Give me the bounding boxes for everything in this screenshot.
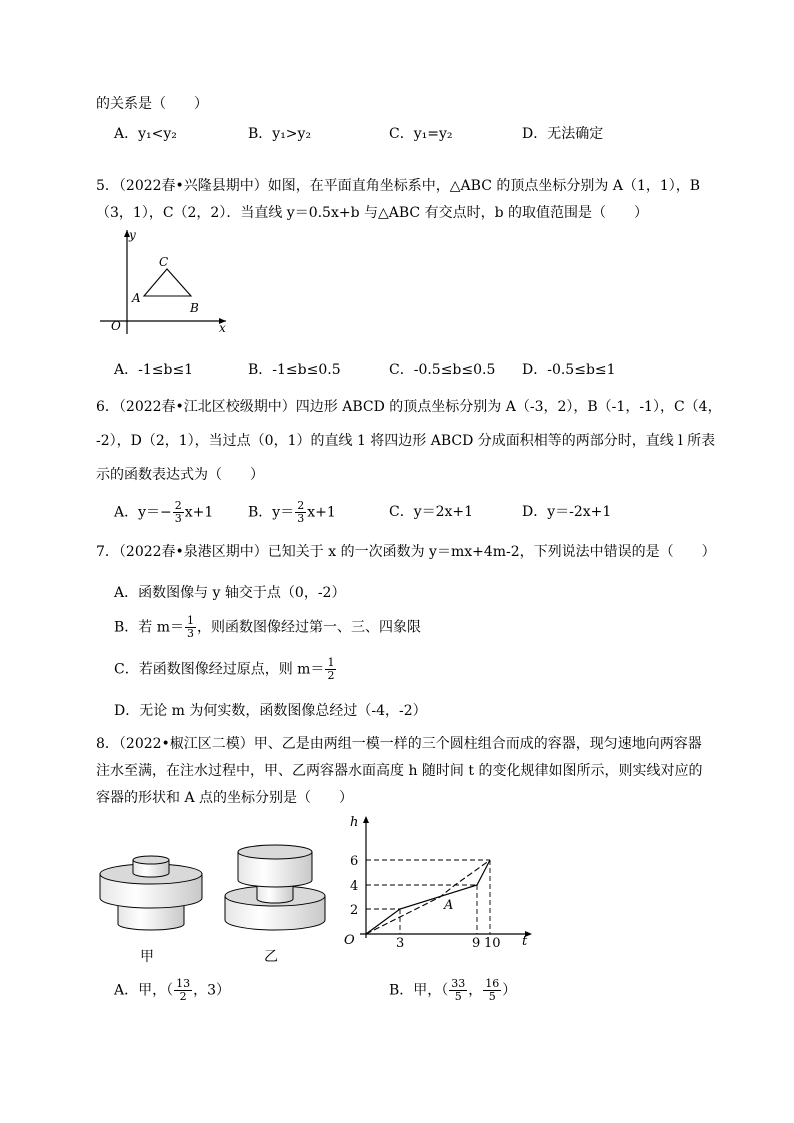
water-height-graph — [340, 812, 538, 948]
tick-h2: 2 — [350, 903, 359, 918]
q8-stem-line2: 注水至满，在注水过程中，甲、乙两容器水面高度 h 随时间 t 的变化规律如图所示，则实线对应的 — [96, 763, 703, 779]
q8-stem-line1: 8．（2022•椒江区二模）甲、乙是由两组一模一样的三个圆柱组合而成的容器，现匀速地向两容器 — [96, 736, 702, 752]
container-jia-label: 甲 — [140, 949, 154, 965]
q4-option-c: C．y₁=y₂ — [389, 126, 453, 142]
triangle-abc — [144, 269, 191, 296]
q5-stem-line2: （3，1），C（2，2）．当直线 y＝0.5x+b 与△ABC 有交点时，b 的取值范围是（ ） — [96, 205, 649, 221]
q6-stem-line3: 示的函数表达式为（ ） — [96, 467, 264, 483]
x-axis-label: x — [219, 321, 226, 335]
q4-option-a: A．y₁<y₂ — [114, 126, 177, 142]
q7-option-b: B．若 m＝ $\frac{1}{3}$ ，则函数图像经过第一、三、四象限 — [114, 614, 422, 640]
q5-option-d: D．-0.5≤b≤1 — [522, 362, 616, 378]
q6-stem-line2: -2），D（2，1），当过点（0，1）的直线 1 将四边形 ABCD 分成面积相等的两部分时，直线 l 所表 — [96, 433, 716, 449]
point-a-label: A — [444, 898, 454, 913]
q6-stem-line1: 6．（2022春•江北区校级期中）四边形 ABCD 的顶点坐标分别为 A（-3，2），B（-1，-1），C（4， — [96, 399, 722, 415]
q5-option-a: A．-1≤b≤1 — [114, 362, 194, 378]
q8-stem-line3: 容器的形状和 A 点的坐标分别是（ ） — [96, 790, 354, 806]
h-axis-arrow — [363, 816, 369, 823]
q5-option-c: C．-0.5≤b≤0.5 — [389, 362, 496, 378]
q6-option-b: B．y＝ $\frac{2}{3}$ x+1 — [248, 499, 336, 525]
tick-t3: 3 — [396, 936, 405, 948]
q7-stem: 7．（2022春•泉港区期中）已知关于 x 的一次函数为 y＝mx+4m-2，下列说法中错误的是（ ） — [96, 544, 716, 560]
tick-t9: 9 — [472, 936, 481, 948]
q7-option-d: D．无论 m 为何实数，函数图像总经过（-4，-2） — [114, 703, 427, 719]
q5-stem-line1: 5．（2022春•兴隆县期中）如图，在平面直角坐标系中，△ABC 的顶点坐标分别为 A（1，1），B — [96, 178, 701, 194]
tick-h6: 6 — [350, 854, 359, 869]
y-axis-label: y — [129, 228, 136, 242]
t-axis-label: t — [522, 934, 528, 948]
origin-label: O — [344, 933, 355, 948]
q7-option-c: C．若函数图像经过原点，则 m＝ $\frac{1}{2}$ — [114, 656, 335, 682]
container-yi-label: 乙 — [264, 949, 278, 965]
dashed-line — [366, 860, 490, 934]
q5-triangle-figure — [96, 224, 246, 339]
point-a-label: A — [132, 291, 141, 305]
q4-option-d: D．无法确定 — [522, 126, 604, 142]
q8-option-b: B．甲，（ $\frac{33}{5}$ ， $\frac{16}{5}$ ） — [389, 977, 517, 1003]
q8-option-a: A．甲，（ $\frac{13}{2}$ ，3） — [114, 977, 231, 1003]
q6-option-d: D．y＝-2x+1 — [522, 504, 612, 520]
q6-option-a: A．y＝− $\frac{2}{3}$ x+1 — [114, 499, 214, 525]
q7-option-a: A．函数图像与 y 轴交于点（0，-2） — [114, 585, 346, 601]
q5-option-b: B．-1≤b≤0.5 — [248, 362, 341, 378]
h-axis-label: h — [350, 815, 359, 830]
q4-option-b: B．y₁>y₂ — [248, 126, 312, 142]
point-b-label: B — [190, 301, 199, 315]
tick-t10: 10 — [484, 936, 501, 948]
tick-h4: 4 — [350, 879, 359, 894]
container-yi-figure — [222, 836, 328, 940]
q6-option-c: C．y＝2x+1 — [389, 504, 474, 520]
q4-tail: 的关系是（ ） — [96, 96, 208, 112]
origin-label: O — [111, 319, 121, 333]
point-c-label: C — [159, 255, 169, 269]
container-jia-figure — [96, 840, 208, 940]
solid-line — [366, 860, 490, 934]
